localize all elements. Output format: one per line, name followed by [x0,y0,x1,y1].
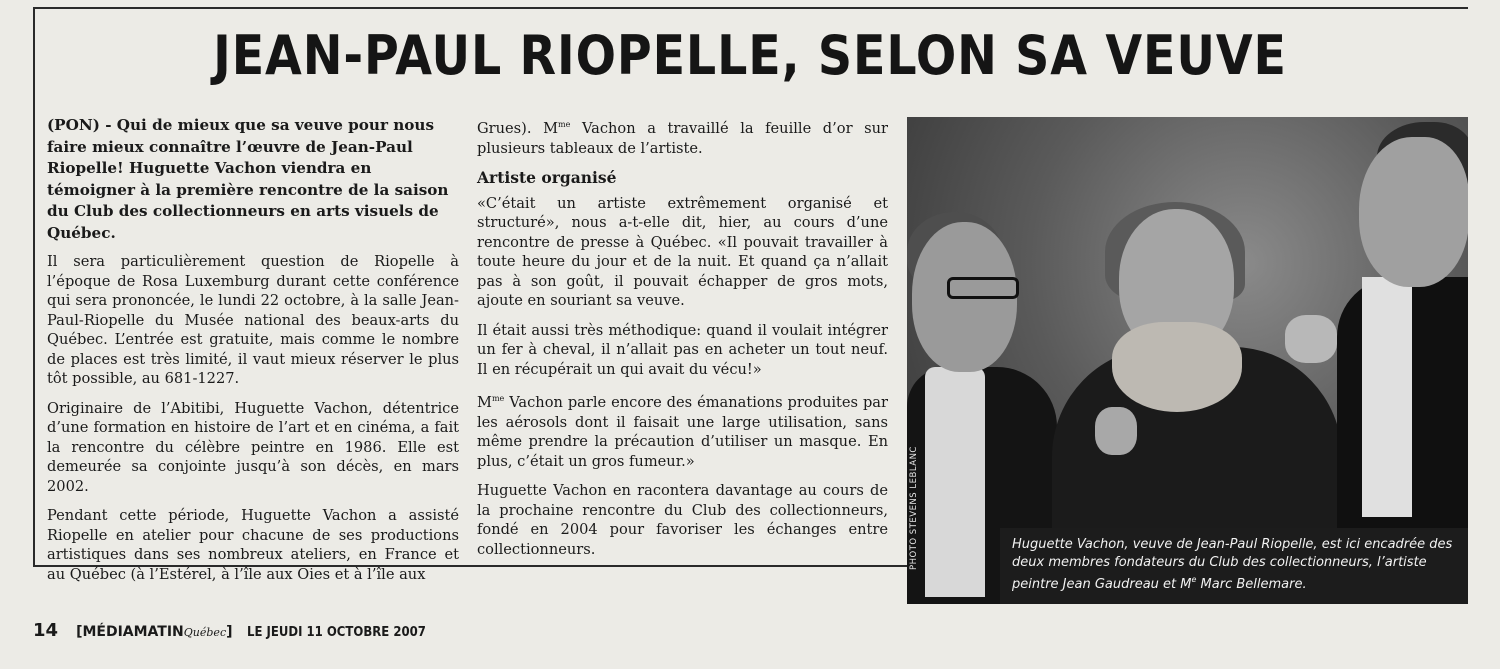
article-column-1 [47,115,459,594]
paragraph-1: Il sera particulièrement question de Riopelle à l’époque de Rosa Luxemburg durant cette conférence qui sera prononcée, le lundi 22 octobre, à la salle Jean-Paul-Riopelle du Musée national des beaux-arts du Québec. L’entrée est gratuite, mais comme le nombre de places est très limité, il vaut mieux réserver le plus tôt possible, au 681-1227. [47,253,459,387]
photo-credit: PHOTO STEVENS LEBLANC [909,446,919,570]
paragraph-closing: Huguette Vachon en racontera davantage au cours de la prochaine rencontre du Club des collectionneurs, fondé en 2004 pour favoriser les échanges entre collectionneurs. [477,482,888,558]
page-number: 14 [33,620,59,641]
paragraph-aerosols: $M^{me}$ Vachon parle encore des émanations produites par les aérosols dont il faisait une large utilisation, sans même prendre la précaution d’utiliser un masque. En plus, c’était un gros fumeur.» [477,394,888,470]
article-lede: (PON) - Qui de mieux que sa veuve pour nous faire mieux connaître l’œuvre de Jean-Paul Riopelle! Huguette Vachon viendra en témoigner à la première rencontre de la saison du Club des collectionneurs en arts visuels de Québec. [47,116,449,242]
photo-caption: Huguette Vachon, veuve de Jean-Paul Riopelle, est ici encadrée des deux membres fondateurs du Club des collectionneurs, l’artiste peintre Jean Gaudreau et Me Marc Bellemare. [1000,528,1468,604]
paragraph-2: Originaire de l’Abitibi, Huguette Vachon, détentrice d’une formation en histoire de l’art et en cinéma, a fait la rencontre du célèbre peintre en 1986. Elle est demeurée sa conjointe jusqu’à son décès, en mars 2002. [47,399,459,495]
paragraph-continued: Grues). $M^{me}$ Vachon a travaillé la feuille d’or sur plusieurs tableaux de l’artiste. [477,120,888,157]
article-subhead: Artiste organisé [477,168,617,187]
paragraph-quote-1: «C’était un artiste extrêmement organisé et structuré», nous a-t-elle dit, hier, au cours d’une rencontre de presse à Québec. «Il pouvait travailler à toute heure du jour et de la nuit. Et quand ça n’allait pas à son goût, il pouvait échapper de gros mots, ajoute en souriant sa veuve. [477,194,888,309]
publication-date: LE JEUDI 11 OCTOBRE 2007 [246,625,426,640]
article-column-2 [477,115,888,569]
paragraph-3: Pendant cette période, Huguette Vachon a assisté Riopelle en atelier pour chacune de ses productions artistiques dans ses nombreux ateliers, en France et au Québec (à l’Estérel, à l’île aux Oies et à l’île aux [47,507,459,583]
article-headline: JEAN-PAUL RIOPELLE, SELON SA VEUVE [213,24,1287,87]
publication-logo: [MÉDIAMATINQuébec] [76,624,233,640]
paragraph-quote-2: Il était aussi très méthodique: quand il voulait intégrer un fer à cheval, il n’allait pas en acheter un tout neuf. Il en récupérait un qui avait du vécu!» [477,321,888,378]
page-footer [33,620,445,641]
